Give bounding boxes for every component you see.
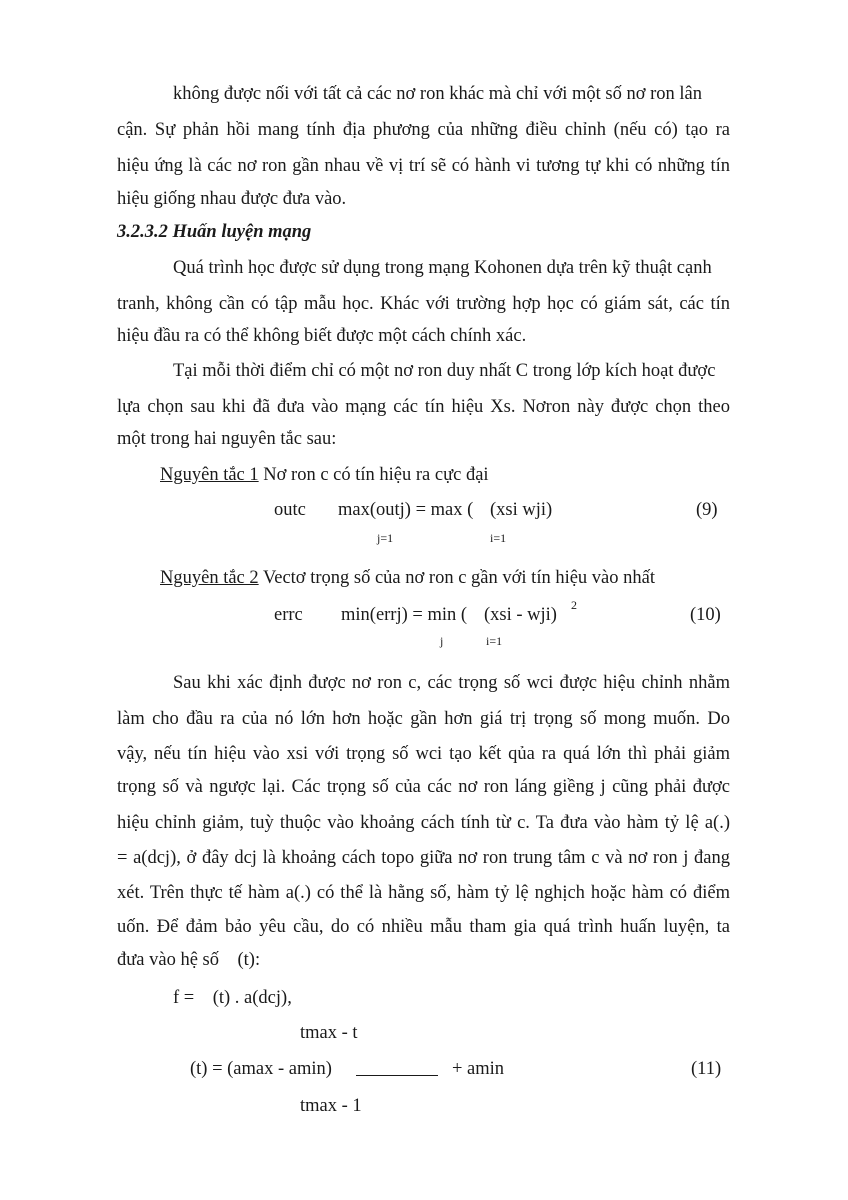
eq11-denominator: tmax - 1: [300, 1096, 362, 1116]
eq10-rhs: (xsi - wji): [484, 605, 557, 625]
eq11-number: (11): [691, 1059, 722, 1079]
eq9-lhs: outc: [274, 500, 306, 520]
p2-line-1: Quá trình học được sử dụng trong mạng Kohonen dựa trên kỹ thuật cạnh: [173, 258, 712, 278]
eq10-sup: 2: [571, 598, 577, 612]
p1-line-4: hiệu giống nhau được đưa vào.: [117, 189, 347, 209]
eq9-mid: max(outj) = max (: [338, 500, 474, 520]
p4-line-5: hiệu chỉnh giảm, tuỳ thuộc vào khoảng cách tính từ c. Ta đưa vào hàm tỷ lệ a(.): [117, 813, 730, 833]
rule-1: [160, 465, 489, 486]
eq11-fraction-bar: [356, 1075, 438, 1076]
rule-2: [160, 568, 655, 589]
p4-line-3: vậy, nếu tín hiệu vào xsi với trọng số wci tạo kết qủa ra quá lớn thì phải giảm: [117, 744, 730, 764]
eq10-mid: min(errj) = min (: [341, 605, 468, 625]
eq10-sub-j: j: [440, 634, 444, 648]
p4-line-9: đưa vào hệ số (t):: [117, 950, 261, 970]
eq9-number: (9): [696, 500, 718, 520]
rule-1-label: Nguyên tắc 1: [160, 465, 259, 485]
equation-f: f = (t) . a(dcj),: [173, 988, 292, 1008]
rule-2-label: Nguyên tắc 2: [160, 568, 259, 588]
p1-line-1: không được nối với tất cả các nơ ron khác mà chỉ với một số nơ ron lân: [173, 84, 703, 104]
p3-line-3: một trong hai nguyên tắc sau:: [117, 429, 337, 449]
rule-1-text: Nơ ron c có tín hiệu ra cực đại: [263, 465, 489, 485]
p4-line-7: xét. Trên thực tế hàm a(.) có thể là hằng số, hàm tỷ lệ nghịch hoặc hàm có điểm: [117, 883, 730, 903]
eq10-number: (10): [690, 605, 721, 625]
rule-2-text: Vectơ trọng số của nơ ron c gần với tín hiệu vào nhất: [262, 568, 655, 588]
p4-line-2: làm cho đầu ra của nó lớn hơn hoặc gần hơn giá trị trọng số mong muốn. Do: [117, 709, 730, 729]
p2-line-2: tranh, không cần có tập mẫu học. Khác với trường hợp học có giám sát, các tín: [117, 294, 730, 314]
p4-line-4: trọng số và ngược lại. Các trọng số của các nơ ron láng giềng j cũng phải được: [117, 777, 730, 797]
p3-line-1: Tại mỗi thời điểm chỉ có một nơ ron duy nhất C trong lớp kích hoạt được: [173, 361, 716, 381]
p4-line-8: uốn. Để đảm bảo yêu cầu, do có nhiều mẫu tham gia quá trình huấn luyện, ta: [117, 917, 730, 937]
eq10-lhs: errc: [274, 605, 303, 625]
p1-line-2: cận. Sự phản hồi mang tính địa phương của những điều chỉnh (nếu có) tạo ra: [117, 120, 730, 140]
eq11-lhs: (t) = (amax - amin): [190, 1059, 332, 1079]
eq11-rhs: + amin: [452, 1059, 505, 1079]
eq10-sub-i: i=1: [486, 634, 503, 648]
p4-line-6: = a(dcj), ở đây dcj là khoảng cách topo giữa nơ ron trung tâm c và nơ ron j đang: [117, 848, 730, 868]
p1-line-3: hiệu ứng là các nơ ron gần nhau về vị trí sẽ có hành vi tương tự khi có những tín: [117, 156, 730, 176]
p2-line-3: hiệu đầu ra có thể không biết được một cách chính xác.: [117, 326, 527, 346]
eq9-rhs: (xsi wji): [490, 500, 553, 520]
section-heading: 3.2.3.2 Huấn luyện mạng: [117, 222, 312, 242]
eq9-sub-j: j=1: [377, 531, 394, 545]
p4-line-1: Sau khi xác định được nơ ron c, các trọng số wci được hiệu chỉnh nhằm: [173, 673, 730, 693]
p3-line-2: lựa chọn sau khi đã đưa vào mạng các tín hiệu Xs. Nơron này được chọn theo: [117, 397, 730, 417]
eq9-sub-i: i=1: [490, 531, 507, 545]
eq11-numerator: tmax - t: [300, 1023, 358, 1043]
